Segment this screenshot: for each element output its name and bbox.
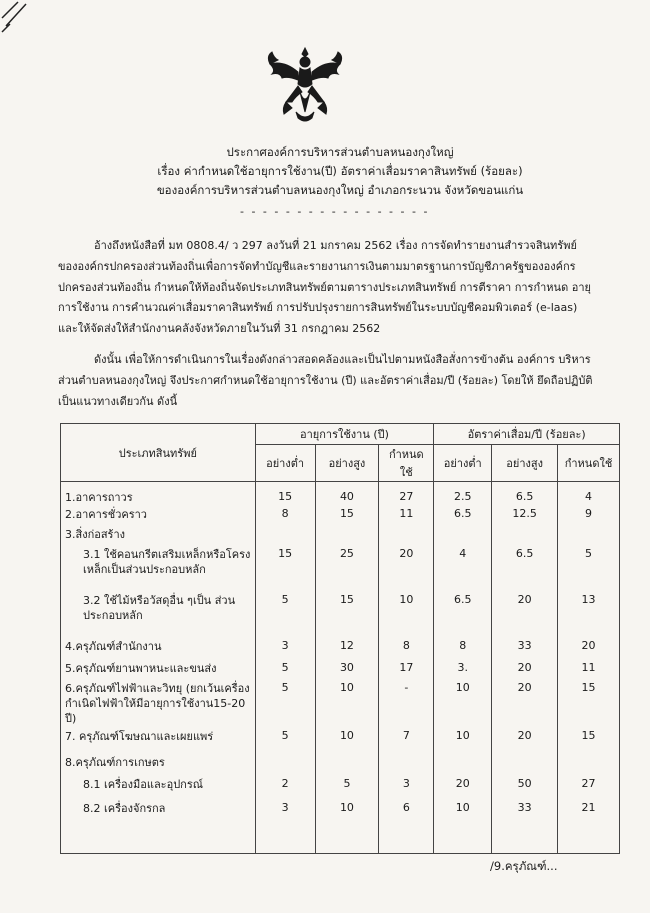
garuda-emblem-icon	[262, 42, 348, 124]
value-cell: 2	[255, 775, 315, 799]
paragraph-2-text: ดังนั้น เพื่อให้การดำเนินการในเรื่องดังกล่าวสอดคล้องและเป็นไปตามหนังสือสั่งการข้างต้น องค์การ บริหารส่วนตำบลหนองกุงใหญ่ จึงประกาศกำหนดใช้อายุการใช้งาน (ปี) และอัตราค่าเสื่อม/ปี (ร้อยละ) โดยให้ ยึดถือปฏิบัติเป็นแนวทางเดียวกัน ดังนี้	[58, 353, 593, 408]
table-row	[61, 591, 620, 637]
value-cell: 15	[315, 591, 379, 637]
value-cell: 8	[379, 637, 434, 659]
value-cell: 3	[379, 775, 434, 799]
value-cell: 10	[434, 679, 492, 727]
asset-type-label: 8.2 เครื่องจักรกล	[83, 802, 166, 815]
table-row	[61, 727, 620, 753]
value-cell: 6.5	[492, 545, 558, 591]
value-cell: 6.5	[434, 505, 492, 525]
table-row	[61, 775, 620, 799]
value-cell: 21	[558, 799, 620, 853]
value-cell: 15	[315, 505, 379, 525]
table-row	[61, 799, 620, 853]
value-cell: 10	[315, 799, 379, 853]
asset-type-cell	[61, 591, 256, 637]
value-cell	[558, 525, 620, 545]
asset-type-cell: 6.ครุภัณฑ์ไฟฟ้าและวิทยุ (ยกเว้นเครื่อง กำเนิดไฟฟ้าให้มีอายุการใช้งาน15-20 ปี)	[61, 679, 256, 727]
asset-type-cell: 5.ครุภัณฑ์ยานพาหนะและขนส่ง	[61, 659, 256, 679]
value-cell: 3	[255, 799, 315, 853]
value-cell: 30	[315, 659, 379, 679]
value-cell	[315, 753, 379, 775]
value-cell: 20	[558, 637, 620, 659]
value-cell: 15	[255, 482, 315, 506]
value-cell	[558, 753, 620, 775]
value-cell: 12.5	[492, 505, 558, 525]
value-cell: 20	[434, 775, 492, 799]
value-cell: 5	[315, 775, 379, 799]
value-cell: 9	[558, 505, 620, 525]
value-cell: 20	[492, 679, 558, 727]
asset-type-label: 3.1 ใช้คอนกรีตเสริมเหล็กหรือโครง เหล็กเป็นส่วนประกอบหลัก	[83, 548, 251, 576]
column-life-max: อย่างสูง	[315, 445, 379, 482]
corner-mark	[0, 0, 40, 40]
value-cell: 40	[315, 482, 379, 506]
asset-type-cell: 7. ครุภัณฑ์โฆษณาและเผยแพร่	[61, 727, 256, 753]
value-cell: 27	[379, 482, 434, 506]
value-cell: 6	[379, 799, 434, 853]
value-cell: 20	[492, 659, 558, 679]
value-cell: 17	[379, 659, 434, 679]
value-cell	[379, 753, 434, 775]
value-cell: 5	[255, 591, 315, 637]
announcement-subject: เรื่อง ค่ากำหนดใช้อายุการใช้งาน(ปี) อัตราค่าเสื่อมราคาสินทรัพย์ (ร้อยละ)	[157, 164, 523, 178]
column-group-useful-life: อายุการใช้งาน (ปี)	[255, 424, 434, 445]
value-cell	[379, 525, 434, 545]
value-cell: 10	[315, 679, 379, 727]
column-group-depreciation-rate: อัตราค่าเสื่อม/ปี (ร้อยละ)	[434, 424, 620, 445]
divider-line: - - - - - - - - - - - - - - - - -	[240, 205, 430, 218]
value-cell: 3.	[434, 659, 492, 679]
announcement-title: ประกาศองค์การบริหารส่วนตำบลหนองกุงใหญ่	[226, 145, 454, 159]
value-cell: 10	[315, 727, 379, 753]
table-row	[61, 679, 620, 727]
value-cell: 5	[255, 727, 315, 753]
value-cell: 10	[379, 591, 434, 637]
value-cell: 20	[492, 727, 558, 753]
value-cell: 5	[255, 679, 315, 727]
value-cell: 7	[379, 727, 434, 753]
value-cell: 6.5	[492, 482, 558, 506]
table-row	[61, 482, 620, 506]
value-cell: 11	[379, 505, 434, 525]
value-cell	[255, 525, 315, 545]
value-cell	[492, 525, 558, 545]
body-paragraph-2	[58, 350, 598, 412]
value-cell: 10	[434, 799, 492, 853]
value-cell: 50	[492, 775, 558, 799]
value-cell: 8	[255, 505, 315, 525]
value-cell: 4	[558, 482, 620, 506]
table-row	[61, 505, 620, 525]
asset-type-cell	[61, 545, 256, 591]
value-cell: 10	[434, 727, 492, 753]
column-rate-min: อย่างต่ำ	[434, 445, 492, 482]
value-cell: 15	[558, 679, 620, 727]
value-cell: 25	[315, 545, 379, 591]
asset-depreciation-table	[60, 423, 620, 854]
column-life-min: อย่างต่ำ	[255, 445, 315, 482]
table-row	[61, 637, 620, 659]
value-cell: 8	[434, 637, 492, 659]
value-cell: 15	[558, 727, 620, 753]
value-cell: 33	[492, 637, 558, 659]
asset-type-cell: 8.ครุภัณฑ์การเกษตร	[61, 753, 256, 775]
asset-type-cell: 1.อาคารถาวร	[61, 482, 256, 506]
value-cell: 2.5	[434, 482, 492, 506]
value-cell: 12	[315, 637, 379, 659]
value-cell	[315, 525, 379, 545]
value-cell: 15	[255, 545, 315, 591]
body-paragraph-1	[58, 236, 598, 340]
value-cell: 33	[492, 799, 558, 853]
value-cell: 20	[379, 545, 434, 591]
table-row	[61, 545, 620, 591]
column-rate-max: อย่างสูง	[492, 445, 558, 482]
value-cell: 5	[558, 545, 620, 591]
value-cell	[255, 753, 315, 775]
value-cell: 27	[558, 775, 620, 799]
column-life-set: กำหนดใช้	[379, 445, 434, 482]
value-cell	[492, 753, 558, 775]
asset-type-label: 3.2 ใช้ไม้หรือวัสดุอื่น ๆเป็น ส่วนประกอบหลัก	[83, 594, 236, 622]
asset-type-cell	[61, 775, 256, 799]
value-cell: 20	[492, 591, 558, 637]
value-cell: 11	[558, 659, 620, 679]
value-cell: 3	[255, 637, 315, 659]
value-cell: -	[379, 679, 434, 727]
continuation-note: /9.ครุภัณฑ์...	[490, 859, 558, 873]
asset-type-cell	[61, 799, 256, 853]
asset-type-cell: 4.ครุภัณฑ์สำนักงาน	[61, 637, 256, 659]
table-row	[61, 525, 620, 545]
table-row	[61, 659, 620, 679]
asset-type-cell: 2.อาคารชั่วคราว	[61, 505, 256, 525]
value-cell: 13	[558, 591, 620, 637]
paragraph-1-text: อ้างถึงหนังสือที่ มท 0808.4/ ว 297 ลงวันที่ 21 มกราคม 2562 เรื่อง การจัดทำรายงานสำรวจสินทรัพย์ ขององค์กรปกครองส่วนท้องถิ่นเพื่อการจัดทำบัญชีและรายงานการเงินตามมาตรฐานการบัญชีภาครัฐขององค์กร ปกครองส่วนท้องถิ่น กำหนดให้ท้องถิ่นจัดประเภทสินทรัพย์ตามตารางประเภทสินทรัพย์ การตีราคา การกำหนด อายุการใช้งาน การคำนวณค่าเสื่อมราคาสินทรัพย์ การปรับปรุงรายการสินทรัพย์ในระบบบัญชีคอมพิวเตอร์ (e-laas) และให้จัดส่งให้สำนักงานคลังจังหวัดภายในวันที่ 31 กรกฎาคม 2562	[58, 239, 591, 336]
value-cell	[434, 525, 492, 545]
column-asset-type: ประเภทสินทรัพย์	[61, 424, 256, 482]
asset-type-label: 8.1 เครื่องมือและอุปกรณ์	[83, 778, 203, 791]
value-cell	[434, 753, 492, 775]
table-row	[61, 753, 620, 775]
announcement-issuer: ขององค์การบริหารส่วนตำบลหนองกุงใหญ่ อำเภอกระนวน จังหวัดขอนแก่น	[156, 183, 524, 197]
column-rate-set: กำหนดใช้	[558, 445, 620, 482]
value-cell: 4	[434, 545, 492, 591]
value-cell: 6.5	[434, 591, 492, 637]
value-cell: 5	[255, 659, 315, 679]
asset-type-cell: 3.สิ่งก่อสร้าง	[61, 525, 256, 545]
